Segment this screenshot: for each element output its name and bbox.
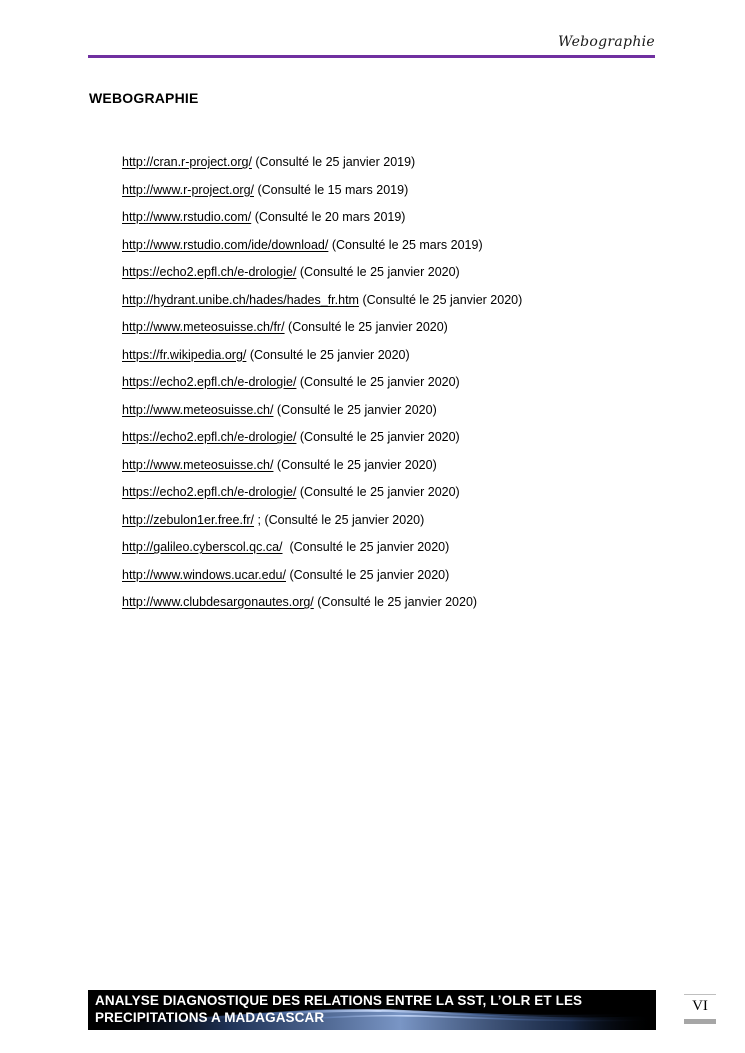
page-number: VI <box>692 998 708 1014</box>
list-item <box>122 181 522 209</box>
reference-link[interactable]: https://echo2.epfl.ch/e-drologie/ <box>122 375 297 389</box>
list-item <box>122 566 522 594</box>
list-item <box>122 208 522 236</box>
list-item <box>122 456 522 484</box>
consulted-note: (Consulté le 25 janvier 2020) <box>296 485 460 499</box>
consulted-note: (Consulté le 25 janvier 2020) <box>296 375 460 389</box>
consulted-note: (Consulté le 25 janvier 2020) <box>273 457 437 472</box>
reference-link[interactable]: http://hydrant.unibe.ch/hades/hades_fr.htm <box>122 292 359 307</box>
consulted-note: (Consulté le 25 janvier 2020) <box>296 265 460 279</box>
page-number-bar <box>684 1019 716 1024</box>
footer-thesis-title <box>95 993 650 1026</box>
consulted-note: (Consulté le 25 janvier 2020) <box>296 430 460 444</box>
list-item <box>122 153 522 181</box>
list-item <box>122 483 522 511</box>
reference-link[interactable]: http://www.windows.ucar.edu/ <box>122 567 286 582</box>
header-rule <box>88 55 655 58</box>
reference-link[interactable]: http://galileo.cyberscol.qc.ca/ <box>122 540 283 554</box>
list-item <box>122 373 522 401</box>
reference-link[interactable]: http://zebulon1er.free.fr/ <box>122 512 255 527</box>
list-item <box>122 236 522 264</box>
list-item <box>122 318 522 346</box>
consulted-note: (Consulté le 25 janvier 2020) <box>313 595 478 609</box>
consulted-note: ; (Consulté le 25 janvier 2020) <box>254 512 425 527</box>
list-item <box>122 593 522 621</box>
list-item <box>122 401 522 429</box>
running-header-title: Webographie <box>558 34 655 50</box>
reference-link[interactable]: http://www.r-project.org/ <box>122 182 254 197</box>
consulted-note: (Consulté le 25 mars 2019) <box>328 237 483 252</box>
reference-link[interactable]: http://www.meteosuisse.ch/ <box>122 457 274 472</box>
list-item <box>122 511 522 539</box>
reference-link[interactable]: http://www.rstudio.com/ <box>122 210 252 224</box>
section-title: WEBOGRAPHIE <box>89 90 199 106</box>
consulted-note: (Consulté le 25 janvier 2020) <box>285 567 450 582</box>
consulted-note: (Consulté le 25 janvier 2020) <box>273 402 437 417</box>
footer-banner <box>88 990 656 1030</box>
consulted-note: (Consulté le 25 janvier 2020) <box>282 540 450 554</box>
reference-link[interactable]: https://echo2.epfl.ch/e-drologie/ <box>122 430 297 444</box>
reference-link[interactable]: http://www.clubdesargonautes.org/ <box>122 595 314 609</box>
reference-link[interactable]: http://www.rstudio.com/ide/download/ <box>122 237 329 252</box>
consulted-note: (Consulté le 25 janvier 2019) <box>251 155 416 169</box>
reference-link[interactable]: https://echo2.epfl.ch/e-drologie/ <box>122 265 297 279</box>
footer-title-line-2: PRECIPITATIONS A MADAGASCAR <box>95 1009 325 1025</box>
footer-title-line-1: ANALYSE DIAGNOSTIQUE DES RELATIONS ENTRE LA SST, L’OLR ET LES <box>95 993 583 1008</box>
reference-link[interactable]: https://fr.wikipedia.org/ <box>122 347 247 362</box>
consulted-note: (Consulté le 25 janvier 2020) <box>246 347 410 362</box>
reference-link[interactable]: http://www.meteosuisse.ch/ <box>122 402 274 417</box>
reference-link[interactable]: https://echo2.epfl.ch/e-drologie/ <box>122 485 297 499</box>
page-number-box <box>684 994 716 1021</box>
consulted-note: (Consulté le 25 janvier 2020) <box>358 292 523 307</box>
reference-link[interactable]: http://www.meteosuisse.ch/fr/ <box>122 320 285 334</box>
consulted-note: (Consulté le 25 janvier 2020) <box>284 320 448 334</box>
list-item <box>122 263 522 291</box>
reference-list <box>122 153 522 621</box>
consulted-note: (Consulté le 20 mars 2019) <box>251 210 406 224</box>
list-item <box>122 346 522 374</box>
list-item <box>122 538 522 566</box>
list-item <box>122 428 522 456</box>
consulted-note: (Consulté le 15 mars 2019) <box>254 182 409 197</box>
reference-link[interactable]: http://cran.r-project.org/ <box>122 155 252 169</box>
list-item <box>122 291 522 319</box>
